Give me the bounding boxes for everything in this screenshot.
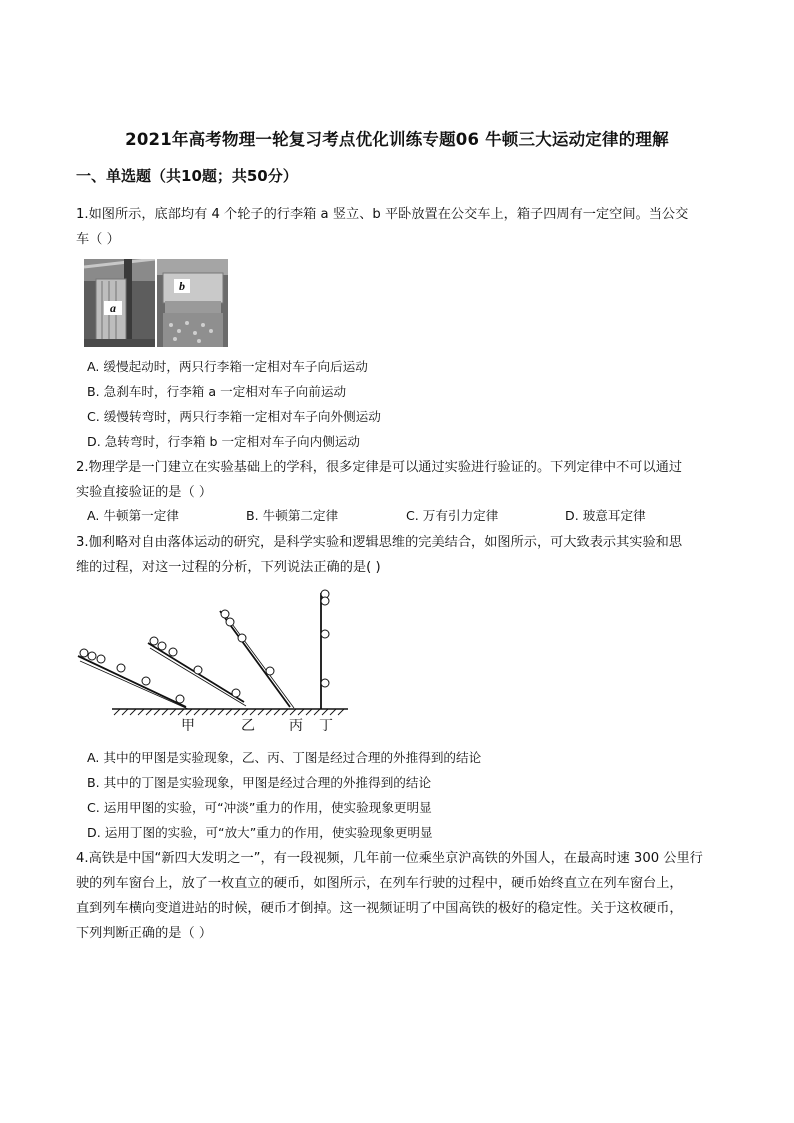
luggage-a-label: a xyxy=(110,301,116,315)
q3-option-d[interactable]: D. 运用丁图的实验，可“放大”重力的作用，使实验现象更明显 xyxy=(87,825,433,840)
q2-stem-line1: 2.物理学是一门建立在实验基础上的学科，很多定律是可以通过实验进行验证的。下列定律中不可以通过 xyxy=(76,460,683,475)
q3-option-b[interactable]: B. 其中的丁图是实验现象，甲图是经过合理的外推得到的结论 xyxy=(87,775,432,790)
q2-option-a[interactable]: A. 牛顿第一定律 xyxy=(87,508,179,523)
q3-stem-line2: 维的过程，对这一过程的分析，下列说法正确的是( ) xyxy=(76,560,381,575)
q2-option-c[interactable]: C. 万有引力定律 xyxy=(406,508,499,523)
figure-label-jia: 甲 xyxy=(181,718,195,731)
luggage-b-label: b xyxy=(179,279,185,293)
q1-stem-line1: 1.如图所示，底部均有 4 个轮子的行李箱 a 竖立、b 平卧放置在公交车上，箱子四周有一定空间。当公交 xyxy=(76,207,689,222)
q1-option-d[interactable]: D. 急转弯时，行李箱 b 一定相对车子向内侧运动 xyxy=(87,434,360,449)
q1-option-c[interactable]: C. 缓慢转弯时，两只行李箱一定相对车子向外侧运动 xyxy=(87,409,381,424)
q2-option-b[interactable]: B. 牛顿第二定律 xyxy=(246,508,339,523)
q2-stem-line2: 实验直接验证的是（ ） xyxy=(76,485,213,500)
figure-label-bing: 丙 xyxy=(289,718,303,731)
q3-stem-line1: 3.伽利略对自由落体运动的研究，是科学实验和逻辑思维的完美结合，如图所示，可大致表示其实验和思 xyxy=(76,535,683,550)
q1-stem-line2: 车（ ） xyxy=(76,232,120,247)
q1-option-b[interactable]: B. 急刹车时，行李箱 a 一定相对车子向前运动 xyxy=(87,384,347,399)
q4-stem-line3: 直到列车横向变道进站的时候，硬币才倒掉。这一视频证明了中国高铁的极好的稳定性。关于这枚硬币， xyxy=(76,901,683,916)
luggage-a-photo xyxy=(84,259,155,347)
document-title: 2021年高考物理一轮复习考点优化训练专题06 牛顿三大运动定律的理解 xyxy=(125,130,669,149)
q3-option-c[interactable]: C. 运用甲图的实验，可“冲淡”重力的作用，使实验现象更明显 xyxy=(87,800,432,815)
q3-option-a[interactable]: A. 其中的甲图是实验现象，乙、丙、丁图是经过合理的外推得到的结论 xyxy=(87,750,482,765)
q4-stem-line4: 下列判断正确的是（ ） xyxy=(76,926,213,941)
figure-label-ding: 丁 xyxy=(319,718,333,731)
q4-stem-line2: 驶的列车窗台上，放了一枚直立的硬币，如图所示，在列车行驶的过程中，硬币始终直立在列车窗台上， xyxy=(76,876,683,891)
q2-option-d[interactable]: D. 玻意耳定律 xyxy=(565,508,646,523)
q4-stem-line1: 4.高铁是中国“新四大发明之一”，有一段视频，几年前一位乘坐京沪高铁的外国人，在最高时速 300 公里行 xyxy=(76,851,703,866)
figure-label-yi: 乙 xyxy=(241,718,255,731)
galileo-incline-figure xyxy=(76,585,366,731)
q1-option-a[interactable]: A. 缓慢起动时，两只行李箱一定相对车子向后运动 xyxy=(87,359,368,374)
luggage-b-photo xyxy=(157,259,228,347)
section-heading: 一、单选题（共10题；共50分） xyxy=(76,167,298,185)
